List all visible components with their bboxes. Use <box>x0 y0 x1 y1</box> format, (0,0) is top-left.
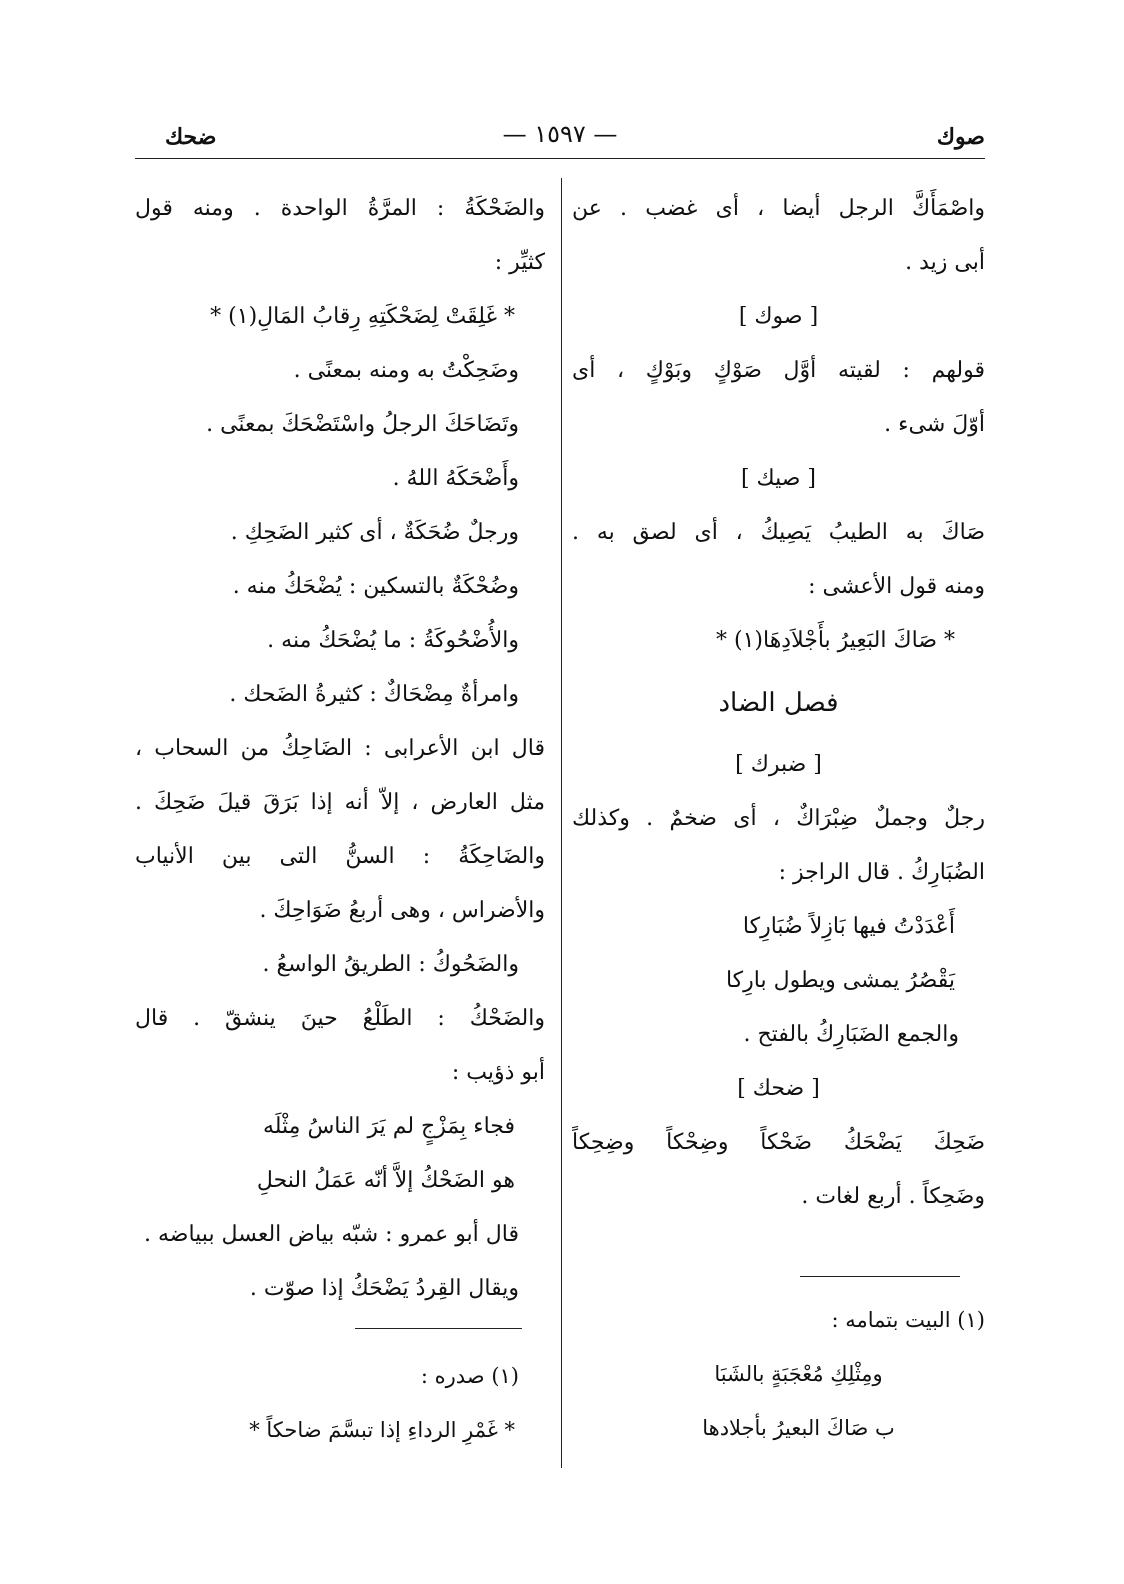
verse-line: هو الضَحْكُ إلاَّ أنّه عَمَلُ النحلِ <box>256 1168 515 1193</box>
text-line: قال ابن الأعرابى : الضَاحِكُ من السحاب ، <box>135 736 545 761</box>
entry-heading-souk: [ صوك ] <box>738 304 819 329</box>
entry-heading-dabrak: [ ضبرك ] <box>735 752 822 777</box>
footnote-rule <box>800 1276 960 1277</box>
text-line: واصْمَأَكَّ الرجل أيضا ، أى غضب . عن <box>572 196 985 221</box>
verse-line: * صَاكَ البَعِيرُ بأَجْلاَدِهَا(١) * <box>716 628 955 653</box>
footnote-verse: ب صَاكَ البعيرُ بأجلادها <box>702 1416 895 1440</box>
text-line: والضَحْكُ : الطَلْعُ حينَ ينشقّ . قال <box>135 1006 545 1031</box>
page-number: — ١٥٩٧ — <box>502 120 618 148</box>
text-line: ومنه قول الأعشى : <box>808 574 985 599</box>
footnote-verse: * غَمْرِ الرداءِ إذا تبسَّمَ ضاحكاً * <box>249 1418 515 1442</box>
text-line: ضَحِكَ يَضْحَكُ ضَحْكاً وضِحْكاً وضِحِكاً <box>572 1130 985 1155</box>
text-line: كثيِّر : <box>494 250 545 275</box>
text-line: أوّلَ شىء . <box>884 412 985 437</box>
text-line: وضَحِكاً . أربع لغات . <box>801 1184 985 1209</box>
text-line: والضَحْكَةُ : المرَّةُ الواحدة . ومنه قول <box>135 196 545 221</box>
header-rule <box>135 158 985 159</box>
page-header <box>135 118 985 152</box>
text-line: أبى زيد . <box>905 250 985 275</box>
text-line: رجلٌ وجملٌ ضِبْرَاكٌ ، أى ضخمٌ . وكذلك <box>572 806 985 831</box>
text-line: والأُضْحُوكَةُ : ما يُضْحَكُ منه . <box>267 628 519 653</box>
text-line: وامرأةٌ مِضْحَاكٌ : كثيرةُ الضَحك . <box>229 682 519 707</box>
right-column <box>572 182 985 1224</box>
text-line: ويقال القِردُ يَضْحَكُ إذا صوّت . <box>249 1276 519 1301</box>
text-line: والضَاحِكَةُ : السنُّ التى بين الأنياب <box>135 844 545 869</box>
text-line: والضَحُوكُ : الطريقُ الواسعُ . <box>262 952 519 977</box>
column-divider <box>561 178 562 1468</box>
right-footnote <box>572 1296 985 1458</box>
text-line: صَاكَ به الطيبُ يَصِيكُ ، أى لصق به . <box>572 520 985 545</box>
footnote-verse: ومِثْلِكِ مُعْجَبَةٍ بالشَبَا <box>714 1362 883 1386</box>
left-column <box>135 182 545 1316</box>
text-line: وتَضَاحَكَ الرجلُ واسْتَضْحَكَ بمعنًى . <box>206 412 519 437</box>
footnote-intro: (١) صدره : <box>420 1364 519 1388</box>
text-line: قال أبو عمرو : شبّه بياض العسل ببياضه . <box>144 1222 519 1247</box>
text-line: وضَحِكْتُ به ومنه بمعنًى . <box>293 358 519 383</box>
section-title: فصل الضاد <box>718 688 839 718</box>
verse-line: فجاء بِمَزْجٍ لم يَرَ الناسُ مِثْلَه <box>262 1114 515 1139</box>
verse-line: أَعْدَدْتُ فيها بَازِلاً ضُبَارِكا <box>742 914 955 939</box>
verse-line: * غَلِقَتْ لِضَحْكَتِهِ رِقابُ المَالِ(١) * <box>210 304 515 329</box>
text-line: والأضراس ، وهى أربعُ ضَوَاحِكَ . <box>259 898 545 923</box>
verse-line: يَقْصُرُ يمشى ويطول بارِكا <box>725 968 955 993</box>
entry-heading-dahak: [ ضحك ] <box>737 1076 820 1101</box>
text-line: مثل العارض ، إلاّ أنه إذا بَرَقَ قيلَ ضَحِكَ . <box>135 790 545 815</box>
text-line: والجمع الضَبَارِكُ بالفتح . <box>743 1022 959 1047</box>
text-line: ورجلٌ ضُحَكَةٌ ، أى كثير الضَحِكِ . <box>230 520 519 545</box>
footnote-rule <box>355 1328 522 1329</box>
text-line: أبو ذؤيب : <box>451 1060 545 1085</box>
text-line: الضُبَارِكُ . قال الراجز : <box>778 860 985 885</box>
text-line: وضُحْكَةٌ بالتسكين : يُضْحَكُ منه . <box>232 574 519 599</box>
text-line: قولهم : لقيته أوَّل صَوْكٍ وبَوْكٍ ، أى <box>572 358 985 383</box>
text-line: وأَضْحَكَهُ اللهُ . <box>392 466 519 491</box>
header-left-word: ضحك <box>165 124 217 150</box>
footnote-intro: (١) البيت بتمامه : <box>831 1308 985 1332</box>
entry-heading-sayk: [ صيك ] <box>740 466 816 491</box>
header-right-word: صوك <box>936 124 985 150</box>
left-footnote <box>135 1352 545 1460</box>
